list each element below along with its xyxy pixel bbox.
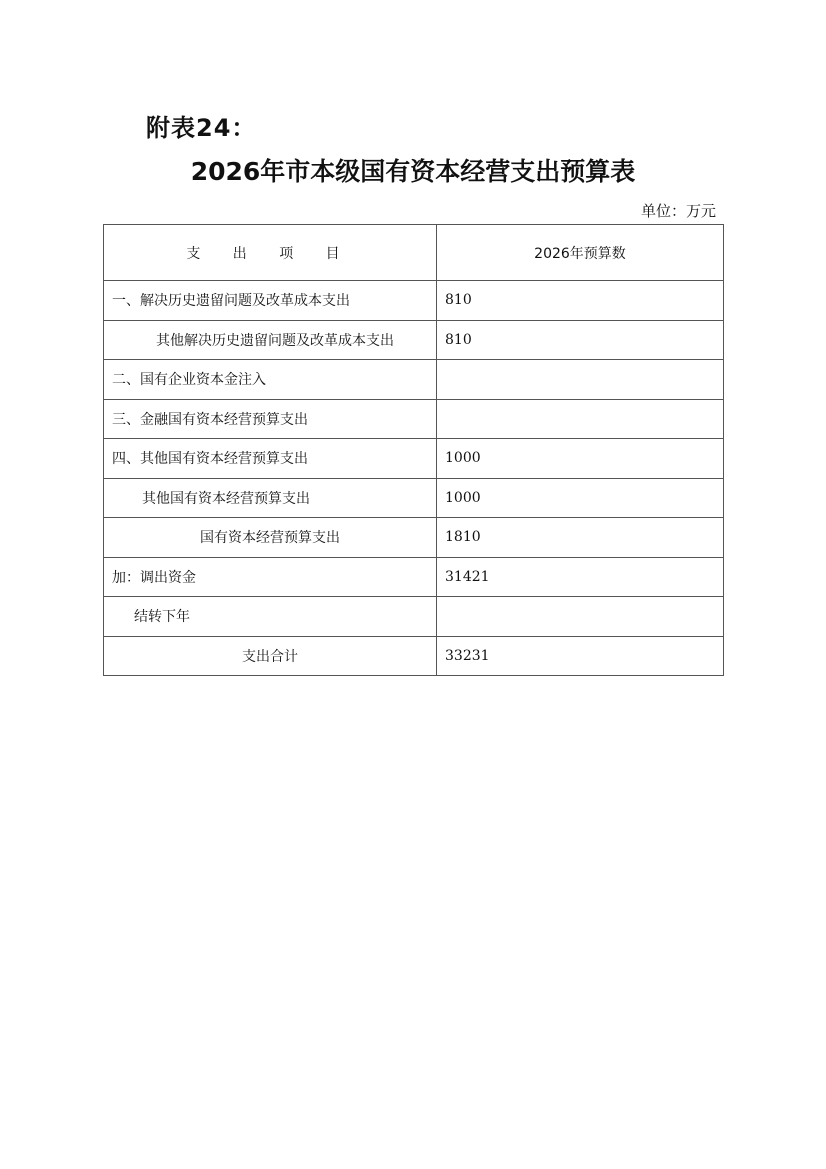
table-row xyxy=(104,360,724,400)
row-amount xyxy=(437,597,724,637)
row-item-label: 结转下年 xyxy=(104,597,437,637)
row-amount: 1000 xyxy=(437,439,724,479)
column-header-item: 支 出 项 目 xyxy=(104,225,437,281)
row-item-label: 二、国有企业资本金注入 xyxy=(104,360,437,400)
table-row xyxy=(104,399,724,439)
table-row xyxy=(104,281,724,321)
row-amount: 1000 xyxy=(437,478,724,518)
table-row xyxy=(104,597,724,637)
row-amount: 1810 xyxy=(437,518,724,558)
budget-table xyxy=(103,224,724,676)
row-amount: 810 xyxy=(437,320,724,360)
unit-label: 单位：万元 xyxy=(640,202,716,220)
table-row xyxy=(104,320,724,360)
row-amount: 810 xyxy=(437,281,724,321)
table-row-total xyxy=(104,636,724,676)
table-row xyxy=(104,478,724,518)
column-header-amount: 2026年预算数 xyxy=(437,225,724,281)
row-item-label: 三、金融国有资本经营预算支出 xyxy=(104,399,437,439)
page-title: 2026年市本级国有资本经营支出预算表 xyxy=(190,157,636,186)
table-row xyxy=(104,439,724,479)
row-item-label: 国有资本经营预算支出 xyxy=(104,518,437,558)
row-item-label: 其他国有资本经营预算支出 xyxy=(104,478,437,518)
row-item-label: 支出合计 xyxy=(104,636,437,676)
row-amount: 33231 xyxy=(437,636,724,676)
appendix-label: 附表24： xyxy=(146,114,257,142)
row-amount xyxy=(437,399,724,439)
row-amount: 31421 xyxy=(437,557,724,597)
row-item-label: 四、其他国有资本经营预算支出 xyxy=(104,439,437,479)
row-amount xyxy=(437,360,724,400)
table-row xyxy=(104,518,724,558)
row-item-label: 其他解决历史遗留问题及改革成本支出 xyxy=(104,320,437,360)
table-row xyxy=(104,557,724,597)
row-item-label: 一、解决历史遗留问题及改革成本支出 xyxy=(104,281,437,321)
row-item-label: 加：调出资金 xyxy=(104,557,437,597)
table-header-row xyxy=(104,225,724,281)
